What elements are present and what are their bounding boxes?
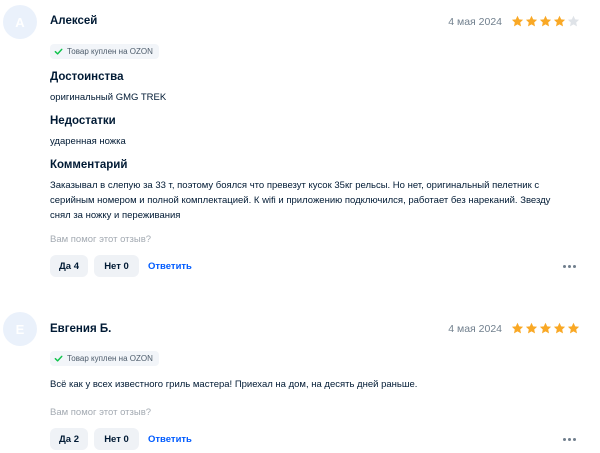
vote-no-button[interactable]: Нет 0 <box>94 255 139 277</box>
reply-button[interactable]: Ответить <box>148 434 192 445</box>
star-filled-icon <box>511 322 524 335</box>
vote-yes-button[interactable]: Да 2 <box>50 428 88 450</box>
comment-title: Комментарий <box>50 159 128 171</box>
comment-text: Заказывал в слепую за 33 т, поэтому боялся что превезут кусок 35кг рельсы. Но нет, оригинальный пелетник с серийным номером и полной комплектацией. К wifi и приложению подключился, работает без нареканий. Звезду снял за ножку и переживания <box>50 180 551 221</box>
comment-text: Всё как у всех известного гриль мастера! Приехал на дом, на десять дней раньше. <box>50 379 418 390</box>
purchase-badge <box>50 351 159 366</box>
reply-button[interactable]: Ответить <box>148 261 192 272</box>
cons-text: ударенная ножка <box>50 136 126 147</box>
check-icon <box>54 354 63 363</box>
cons-title: Недостатки <box>50 115 116 127</box>
pros-text: оригинальный GMG TREK <box>50 92 167 103</box>
star-filled-icon <box>525 322 538 335</box>
review-author[interactable]: Евгения Б. <box>50 323 112 335</box>
star-filled-icon <box>567 322 580 335</box>
review-date: 4 мая 2024 <box>448 323 502 335</box>
purchase-badge-label: Товар куплен на OZON <box>67 47 153 56</box>
vote-no-button[interactable]: Нет 0 <box>94 428 139 450</box>
dot <box>573 438 576 441</box>
vote-yes-button[interactable]: Да 4 <box>50 255 88 277</box>
avatar-letter: Е <box>15 321 25 337</box>
dot <box>563 438 566 441</box>
more-dots-icon[interactable] <box>563 438 576 441</box>
pros-title: Достоинства <box>50 71 124 83</box>
dot <box>568 438 571 441</box>
review-author[interactable]: Алексей <box>50 15 98 27</box>
helpful-question: Вам помог этот отзыв? <box>50 234 152 245</box>
rating-stars <box>511 322 580 335</box>
avatar-letter: А <box>15 14 25 30</box>
star-filled-icon <box>539 322 552 335</box>
purchase-badge-label: Товар куплен на OZON <box>67 354 153 363</box>
star-filled-icon <box>553 322 566 335</box>
helpful-question: Вам помог этот отзыв? <box>50 407 152 418</box>
avatar[interactable] <box>3 312 37 346</box>
review-date: 4 мая 2024 <box>448 16 502 28</box>
